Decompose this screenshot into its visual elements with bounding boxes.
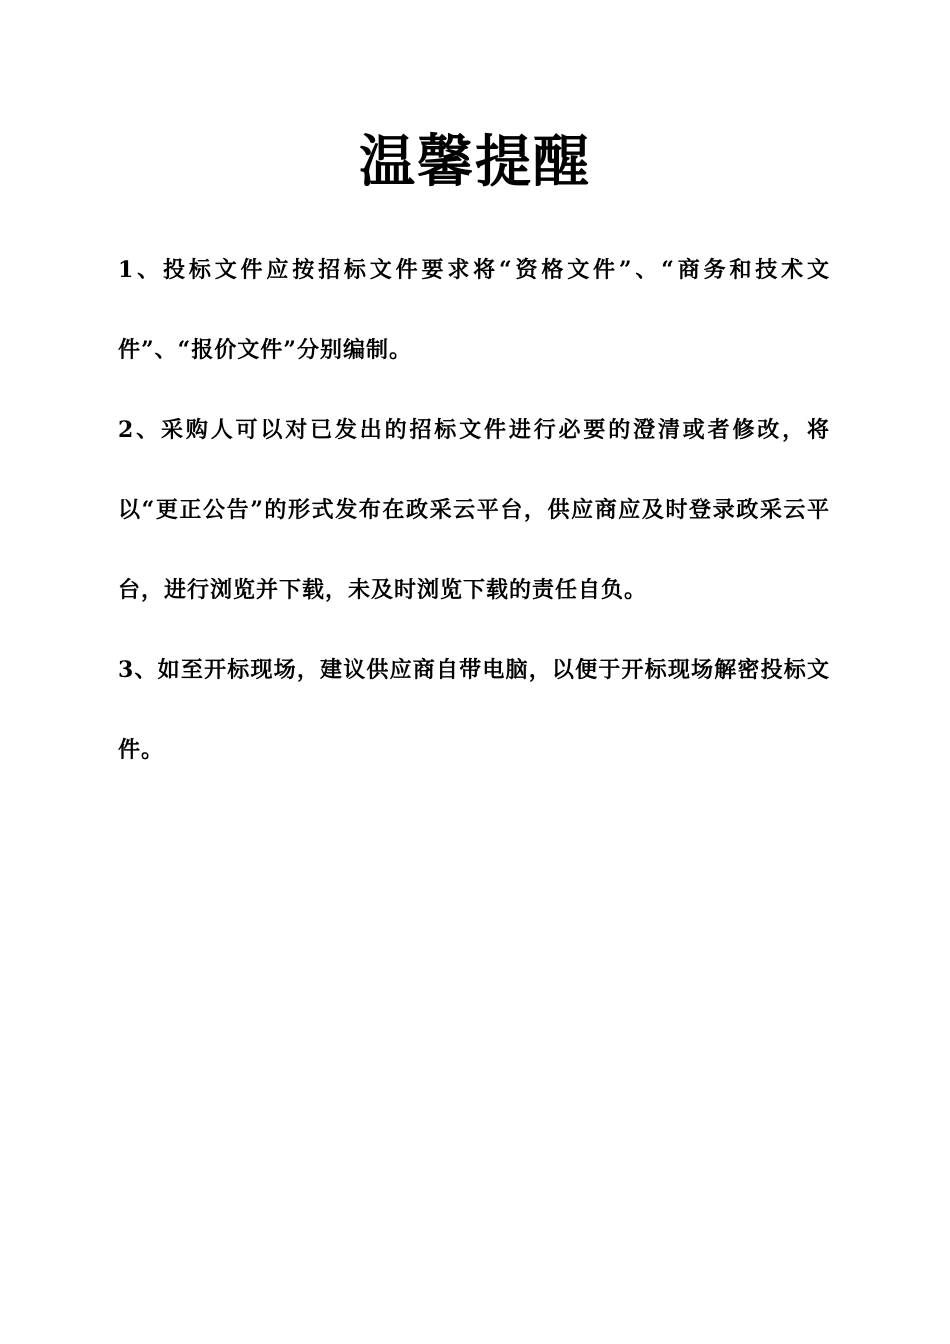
notice-item-2: 2、采购人可以对已发出的招标文件进行必要的澄清或者修改，将以“更正公告”的形式发布在政采云平台，供应商应及时登录政采云平台，进行浏览并下载，未及时浏览下载的责任自负。 — [118, 417, 830, 603]
notice-item-3: 3、如至开标现场，建议供应商自带电脑，以便于开标现场解密投标文件。 — [118, 657, 830, 763]
page-title: 温馨提醒 — [359, 129, 591, 195]
notice-item-1: 1、投标文件应按招标文件要求将“资格文件”、“商务和技术文件”、“报价文件”分别编制。 — [118, 257, 830, 363]
notice-body — [118, 230, 830, 790]
